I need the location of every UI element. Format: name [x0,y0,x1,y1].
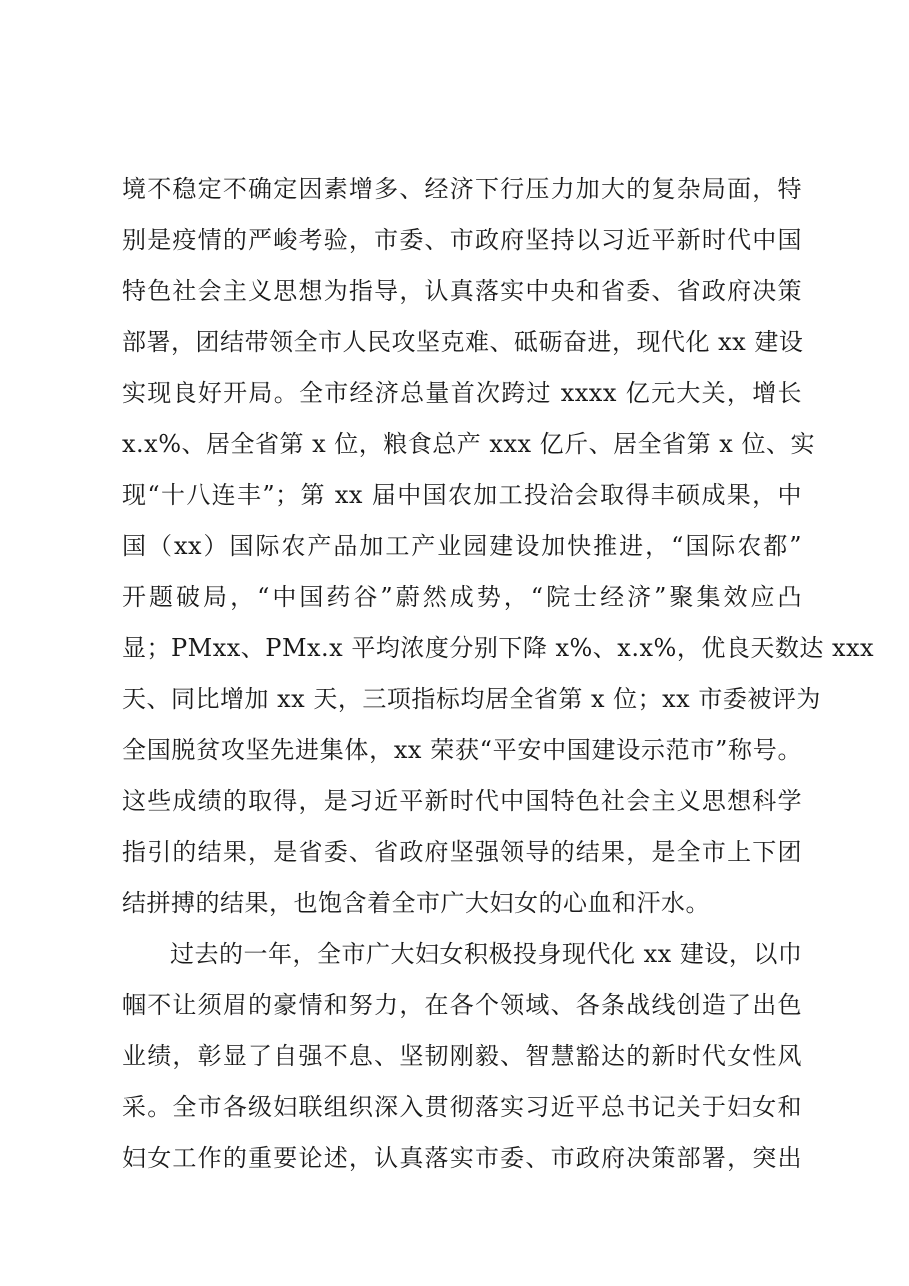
text-line: 开题破局，“中国药谷”蔚然成势，“院士经济”聚集效应凸 [122,583,802,611]
text-line: 别是疫情的严峻考验，市委、市政府坚持以习近平新时代中国 [122,226,802,254]
text-line: 特色社会主义思想为指导，认真落实中央和省委、省政府决策 [122,277,802,305]
text-line: 帼不让须眉的豪情和努力，在各个领域、各条战线创造了出色 [122,991,802,1019]
text-line: 指引的结果，是省委、省政府坚强领导的结果，是全市上下团 [122,838,802,866]
text-line: 现“十八连丰”；第 xx 届中国农加工投洽会取得丰硕成果，中 [122,481,802,509]
text-line: 境不稳定不确定因素增多、经济下行压力加大的复杂局面，特 [122,175,802,203]
text-line: 过去的一年，全市广大妇女积极投身现代化 xx 建设，以巾 [170,940,803,968]
text-line: 部署，团结带领全市人民攻坚克难、砥砺奋进，现代化 xx 建设 [122,328,804,356]
text-line: 国（xx）国际农产品加工产业园建设加快推进，“国际农都” [122,532,802,560]
text-line: x.x%、居全省第 x 位，粮食总产 xxx 亿斤、居全省第 x 位、实 [122,430,815,458]
text-line: 结拼搏的结果，也饱含着全市广大妇女的心血和汗水。 [122,889,710,917]
text-line: 采。全市各级妇联组织深入贯彻落实习近平总书记关于妇女和 [122,1093,802,1121]
text-line: 这些成绩的取得，是习近平新时代中国特色社会主义思想科学 [122,787,802,815]
text-line: 实现良好开局。全市经济总量首次跨过 xxxx 亿元大关，增长 [122,379,802,407]
document-body [122,164,875,1184]
text-line: 显；PMxx、PMx.x 平均浓度分别下降 x%、x.x%，优良天数达 xxx [122,634,875,662]
text-line: 全国脱贫攻坚先进集体，xx 荣获“平安中国建设示范市”称号。 [122,736,802,764]
paragraph-2 [122,929,802,1184]
paragraph-1 [122,164,875,929]
text-line: 天、同比增加 xx 天，三项指标均居全省第 x 位；xx 市委被评为 [122,685,821,713]
text-line: 业绩，彰显了自强不息、坚韧刚毅、智慧豁达的新时代女性风 [122,1042,802,1070]
text-line: 妇女工作的重要论述，认真落实市委、市政府决策部署，突出 [122,1144,802,1172]
